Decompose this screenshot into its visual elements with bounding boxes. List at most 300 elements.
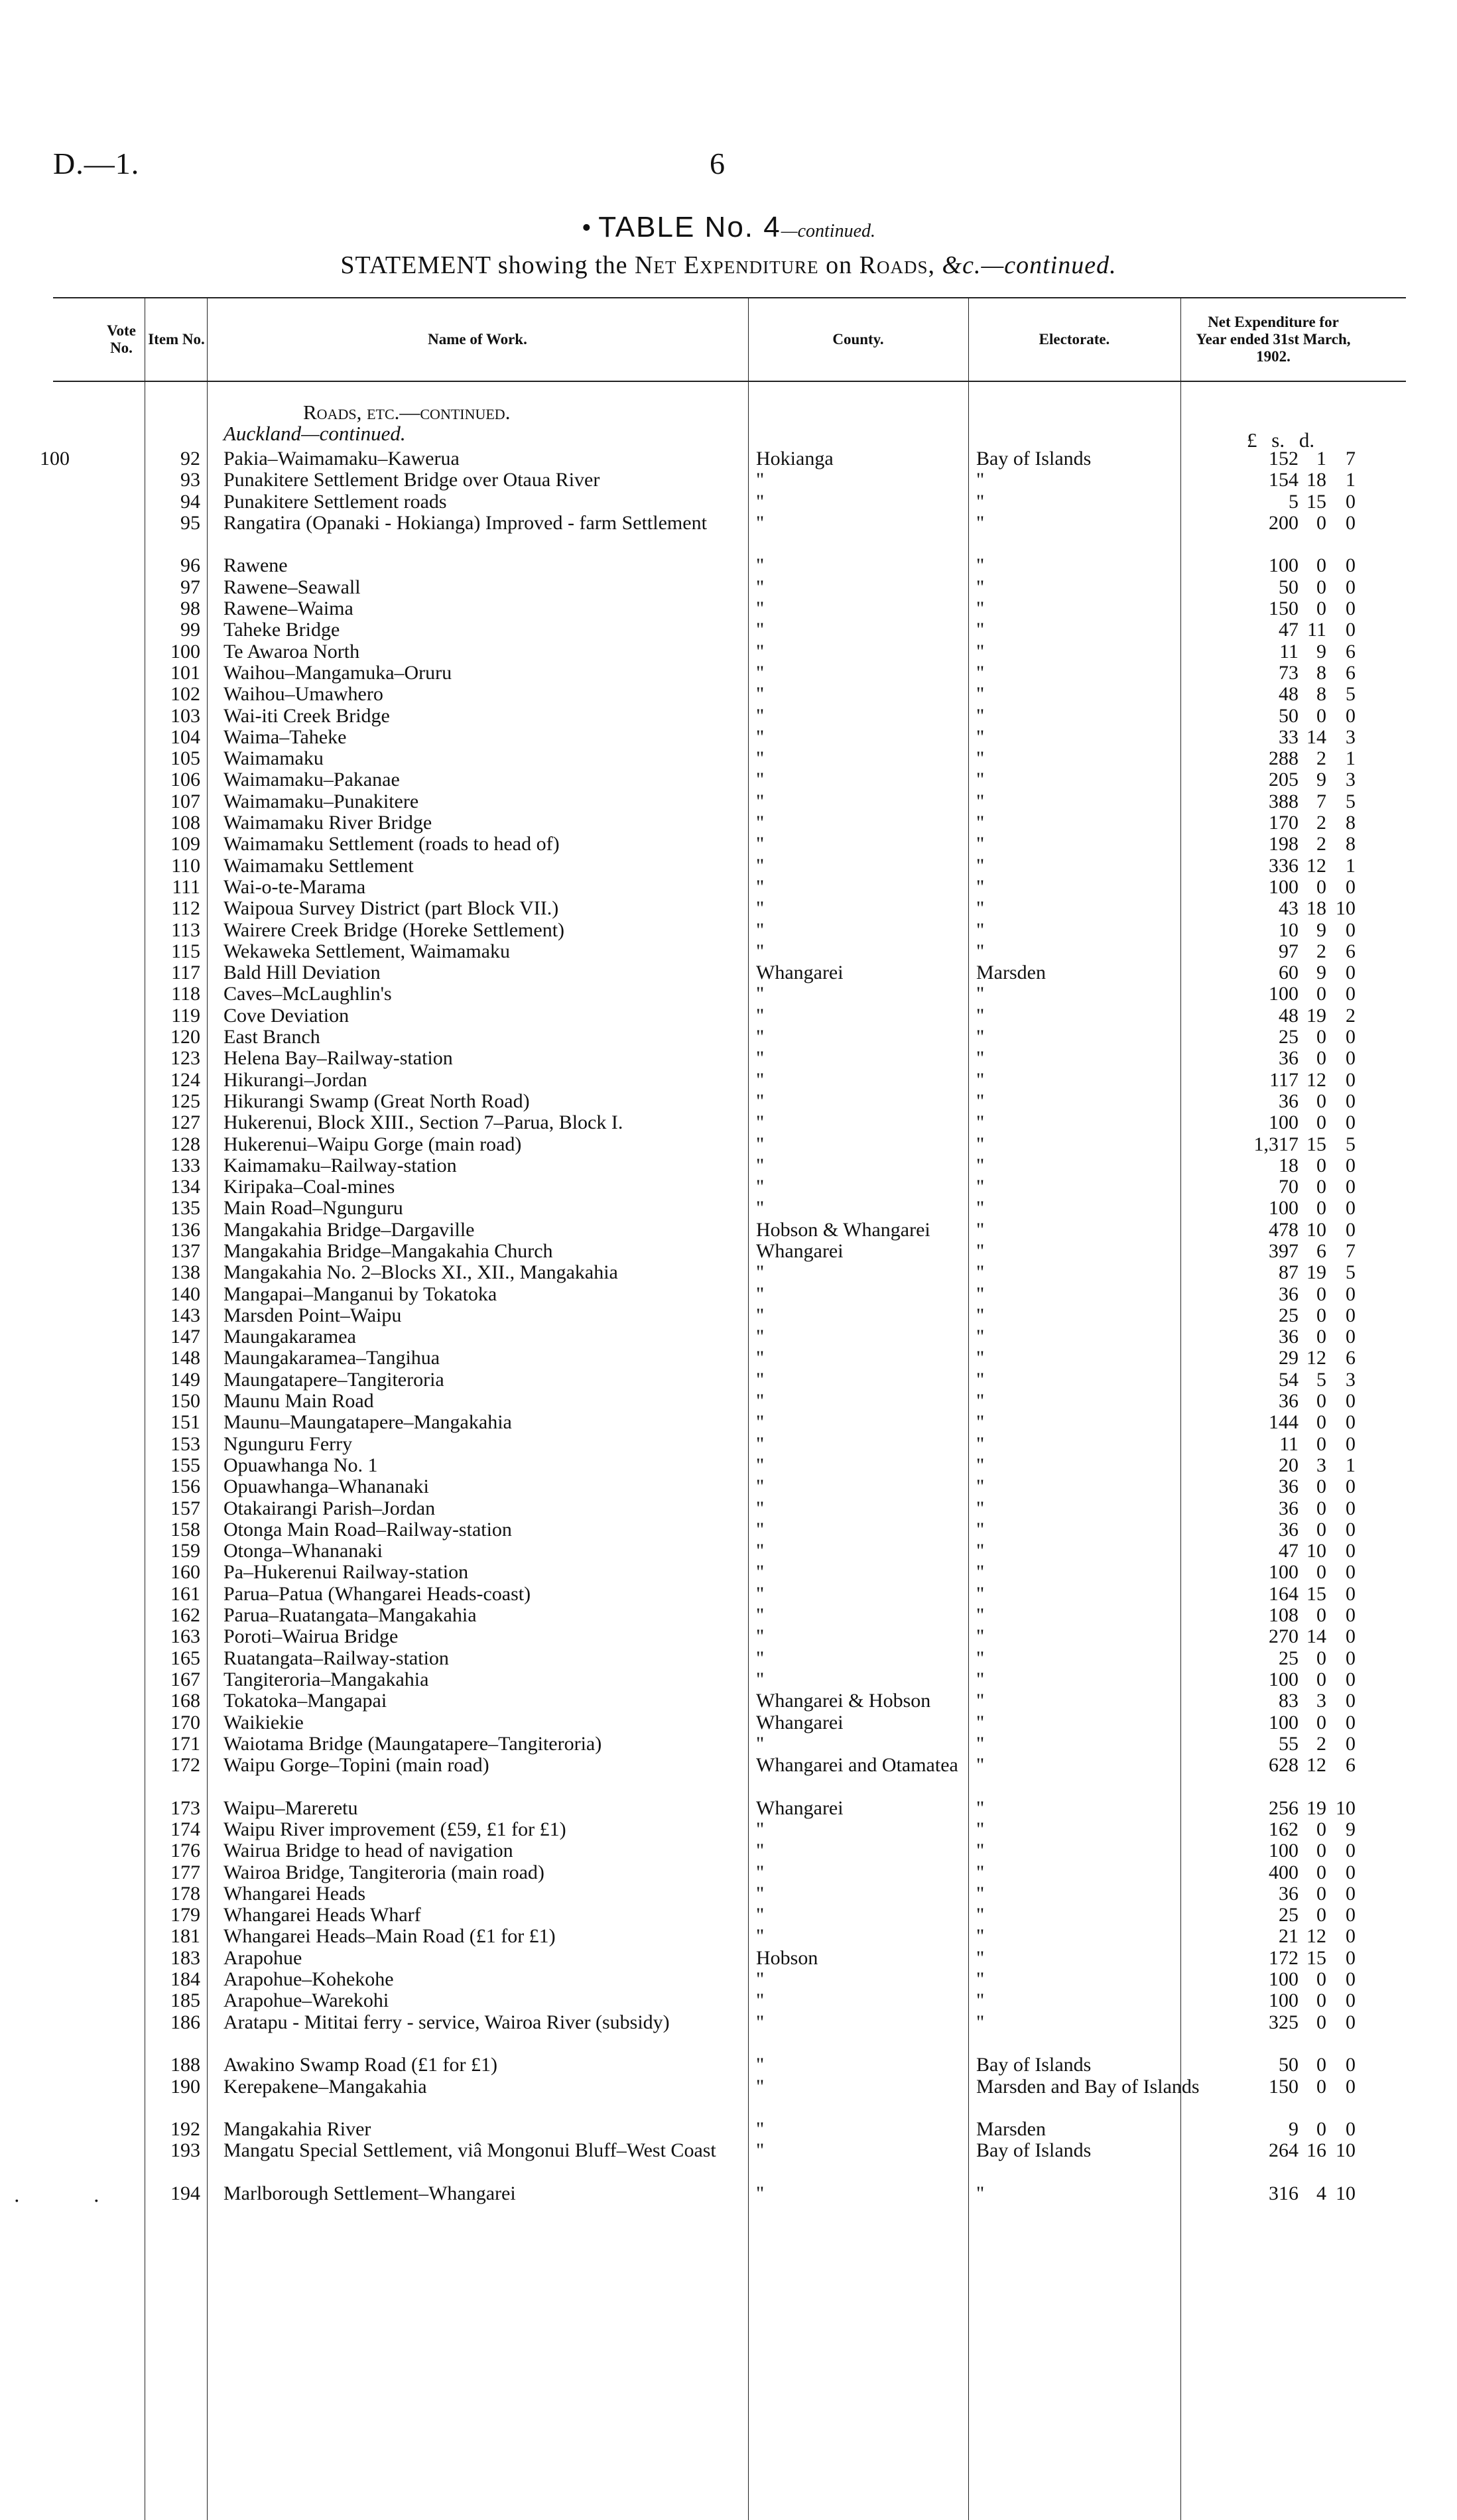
amount-pence: 3	[1346, 769, 1356, 791]
amount-pounds: 205	[1269, 769, 1299, 791]
item-number: 186	[170, 2011, 200, 2033]
electorate-name: "	[976, 1946, 985, 1969]
item-number: 102	[170, 683, 200, 706]
electorate-name: "	[976, 683, 985, 706]
electorate-name: "	[976, 1647, 985, 1669]
item-number: 158	[170, 1518, 200, 1541]
item-number: 183	[170, 1946, 200, 1969]
amount-pounds: 400	[1269, 1861, 1299, 1883]
table-row	[0, 1690, 1457, 1712]
amount-pence: 10	[1336, 1796, 1356, 1819]
county-name: "	[756, 1154, 765, 1176]
amount-pence: 0	[1346, 1882, 1356, 1905]
table-row	[0, 513, 1457, 556]
amount-pounds: 154	[1269, 469, 1299, 491]
section-title: Roads, etc.—continued.	[303, 401, 511, 424]
item-number: 179	[170, 1904, 200, 1926]
name-of-work	[223, 1733, 741, 1755]
amount-pounds: 83	[1279, 1690, 1299, 1712]
amount-shillings: 0	[1316, 1283, 1326, 1305]
amount-shillings: 3	[1316, 1690, 1326, 1712]
table-row	[0, 1412, 1457, 1433]
electorate-name: Marsden	[976, 2118, 1046, 2141]
name-of-work	[223, 684, 741, 705]
county-name: "	[756, 661, 765, 684]
electorate-name: "	[976, 1690, 985, 1712]
electorate-name: "	[976, 1261, 985, 1284]
name-of-work-text: Whangarei Heads	[223, 1882, 366, 1905]
item-number: 161	[170, 1582, 200, 1605]
name-of-work	[223, 448, 741, 470]
county-name: "	[756, 1111, 765, 1134]
amount-shillings: 9	[1316, 918, 1326, 941]
amount-shillings: 9	[1316, 962, 1326, 984]
amount-shillings: 0	[1316, 1561, 1326, 1584]
item-number: 193	[170, 2139, 200, 2162]
table-row	[0, 1262, 1457, 1283]
page-reference: D.—1.	[53, 147, 140, 180]
item-number: 125	[170, 1090, 200, 1112]
table-row	[0, 555, 1457, 576]
amount-shillings: 7	[1316, 790, 1326, 812]
name-of-work-text: Maunu Main Road	[223, 1390, 374, 1413]
name-of-work	[223, 1305, 741, 1326]
table-row	[0, 1091, 1457, 1112]
amount-pounds: 316	[1269, 2182, 1299, 2205]
county-name: "	[756, 1604, 765, 1627]
county-name: "	[756, 1818, 765, 1840]
name-of-work-text: Tokatoka–Mangapai	[223, 1690, 387, 1712]
name-of-work	[223, 2054, 741, 2076]
table-row	[0, 1669, 1457, 1690]
amount-pounds: 29	[1279, 1347, 1299, 1369]
amount-pounds: 170	[1269, 812, 1299, 834]
name-of-work	[223, 1948, 741, 1969]
electorate-name: "	[976, 1582, 985, 1605]
amount-pence: 0	[1346, 1111, 1356, 1134]
table-header-rule	[53, 381, 1406, 382]
name-of-work-text: Waikiekie	[223, 1711, 304, 1733]
name-of-work	[223, 1220, 741, 1241]
electorate-name: "	[976, 790, 985, 812]
county-name: "	[756, 1561, 765, 1584]
table-row	[0, 962, 1457, 983]
amount-pounds: 100	[1269, 1989, 1299, 2012]
amount-pence: 0	[1346, 875, 1356, 898]
electorate-name: "	[976, 1047, 985, 1070]
name-of-work-text: Awakino Swamp Road (£1 for £1)	[223, 2054, 498, 2076]
item-number: 95	[180, 511, 200, 534]
county-name: "	[756, 790, 765, 812]
item-number: 101	[170, 661, 200, 684]
county-name: "	[756, 1989, 765, 2012]
item-number: 103	[170, 704, 200, 727]
county-name: "	[756, 1047, 765, 1070]
statement-roads: Roads,	[859, 251, 936, 279]
amount-shillings: 0	[1316, 1861, 1326, 1883]
item-number: 133	[170, 1154, 200, 1176]
county-name: "	[756, 1540, 765, 1562]
amount-shillings: 12	[1306, 1347, 1326, 1369]
amount-pence: 0	[1346, 1840, 1356, 1862]
amount-pounds: 48	[1279, 1004, 1299, 1027]
amount-pence: 0	[1346, 1176, 1356, 1198]
amount-shillings: 15	[1306, 1133, 1326, 1155]
amount-pence: 0	[1346, 1518, 1356, 1541]
electorate-name: "	[976, 833, 985, 855]
table-row	[0, 1005, 1457, 1027]
amount-pounds: 172	[1269, 1946, 1299, 1969]
name-of-work	[223, 898, 741, 919]
name-of-work	[223, 1669, 741, 1690]
item-number: 109	[170, 833, 200, 855]
name-of-work-text: Poroti–Wairua Bridge	[223, 1625, 399, 1648]
electorate-name: "	[976, 1176, 985, 1198]
amount-pounds: 288	[1269, 747, 1299, 770]
amount-pounds: 70	[1279, 1176, 1299, 1198]
county-name: "	[756, 683, 765, 706]
amount-shillings: 0	[1316, 511, 1326, 534]
name-of-work-text: Waimamaku	[223, 747, 324, 770]
amount-pounds: 152	[1269, 448, 1299, 470]
county-name: Hobson	[756, 1946, 818, 1969]
electorate-name: "	[976, 983, 985, 1005]
amount-pence: 7	[1346, 448, 1356, 470]
item-number: 155	[170, 1454, 200, 1476]
table-row	[0, 1369, 1457, 1391]
name-of-work-text: Opuawhanga–Whananaki	[223, 1476, 429, 1498]
county-name: Whangarei	[756, 1239, 844, 1262]
item-number: 124	[170, 1068, 200, 1091]
name-of-work-text: Aratapu - Mititai ferry - service, Wairoa River (subsidy)	[223, 2011, 670, 2033]
item-number: 188	[170, 2054, 200, 2076]
amount-pence: 0	[1346, 1411, 1356, 1434]
county-name: "	[756, 1732, 765, 1755]
electorate-name: "	[976, 1968, 985, 1991]
name-of-work-text: Wai-o-te-Marama	[223, 875, 366, 898]
electorate-name: "	[976, 511, 985, 534]
amount-pounds: 198	[1269, 833, 1299, 855]
name-of-work-text: Waihou–Mangamuka–Oruru	[223, 661, 452, 684]
electorate-name: "	[976, 1882, 985, 1905]
electorate-name: "	[976, 897, 985, 920]
amount-shillings: 4	[1316, 2182, 1326, 2205]
name-of-work-text: Otonga–Whananaki	[223, 1540, 383, 1562]
table-row	[0, 2119, 1457, 2140]
amount-pounds: 144	[1269, 1411, 1299, 1434]
amount-pence: 3	[1346, 725, 1356, 748]
electorate-name: "	[976, 1454, 985, 1476]
name-of-work-text: Otonga Main Road–Railway-station	[223, 1518, 512, 1541]
name-of-work-text: Waima–Taheke	[223, 725, 347, 748]
name-of-work-text: Cove Deviation	[223, 1004, 349, 1027]
amount-pounds: 397	[1269, 1239, 1299, 1262]
column-header-electorate: Electorate.	[1039, 331, 1110, 347]
table-row	[0, 1712, 1457, 1733]
electorate-name: "	[976, 1711, 985, 1733]
amount-pounds: 43	[1279, 897, 1299, 920]
table-row	[0, 920, 1457, 941]
county-name: "	[756, 1090, 765, 1112]
electorate-name: "	[976, 1326, 985, 1348]
amount-shillings: 0	[1316, 1154, 1326, 1176]
electorate-name: "	[976, 1090, 985, 1112]
amount-pence: 1	[1346, 747, 1356, 770]
item-number: 93	[180, 469, 200, 491]
name-of-work	[223, 983, 741, 1005]
column-header-item-no: Item No.	[148, 331, 205, 347]
electorate-name: "	[976, 812, 985, 834]
county-name: "	[756, 1197, 765, 1220]
name-of-work	[223, 1412, 741, 1433]
name-of-work-text: Kaimamaku–Railway-station	[223, 1154, 457, 1176]
electorate-name: "	[976, 469, 985, 491]
item-number: 117	[171, 962, 200, 984]
name-of-work-text: Punakitere Settlement roads	[223, 490, 447, 513]
amount-shillings: 0	[1316, 1090, 1326, 1112]
name-of-work	[223, 1348, 741, 1369]
amount-pounds: 388	[1269, 790, 1299, 812]
name-of-work	[223, 1690, 741, 1712]
amount-pounds: 325	[1269, 2011, 1299, 2033]
item-number: 149	[170, 1368, 200, 1391]
name-of-work-text: Maungakaramea	[223, 1326, 356, 1348]
name-of-work-text: Arapohue	[223, 1946, 302, 1969]
electorate-name: Bay of Islands	[976, 448, 1092, 470]
county-name: "	[756, 1497, 765, 1519]
amount-shillings: 0	[1316, 2054, 1326, 2076]
column-header-county: County.	[832, 331, 884, 347]
table-row	[0, 748, 1457, 769]
item-number: 108	[170, 812, 200, 834]
table-row	[0, 1605, 1457, 1626]
table-row	[0, 662, 1457, 684]
name-of-work-text: Main Road–Ngunguru	[223, 1197, 403, 1220]
item-number: 151	[170, 1411, 200, 1434]
table-row	[0, 1519, 1457, 1541]
name-of-work	[223, 1840, 741, 1861]
amount-shillings: 0	[1316, 1518, 1326, 1541]
table-row	[0, 706, 1457, 727]
item-number: 157	[170, 1497, 200, 1519]
name-of-work-text: Wairoa Bridge, Tangiteroria (main road)	[223, 1861, 544, 1883]
electorate-name: "	[976, 1604, 985, 1627]
name-of-work	[223, 1241, 741, 1262]
amount-pounds: 25	[1279, 1026, 1299, 1048]
name-of-work-text: Waimamaku–Pakanae	[223, 769, 400, 791]
name-of-work	[223, 619, 741, 641]
county-name: "	[756, 1625, 765, 1648]
county-name: Whangarei	[756, 962, 844, 984]
name-of-work-text: Ngunguru Ferry	[223, 1432, 353, 1455]
name-of-work-text: Hikurangi–Jordan	[223, 1068, 367, 1091]
name-of-work	[223, 1048, 741, 1069]
amount-pence: 0	[1346, 1304, 1356, 1326]
amount-pounds: 100	[1269, 983, 1299, 1005]
amount-shillings: 2	[1316, 1732, 1326, 1755]
table-row	[0, 727, 1457, 748]
electorate-name: Bay of Islands	[976, 2139, 1092, 2162]
electorate-name: "	[976, 1197, 985, 1220]
amount-shillings: 12	[1306, 1068, 1326, 1091]
item-number: 105	[170, 747, 200, 770]
amount-pounds: 150	[1269, 598, 1299, 620]
electorate-name: "	[976, 2182, 985, 2205]
amount-pence: 0	[1346, 1582, 1356, 1605]
amount-pounds: 270	[1269, 1625, 1299, 1648]
name-of-work	[223, 1134, 741, 1155]
table-row	[0, 1990, 1457, 2011]
electorate-name: "	[976, 1432, 985, 1455]
county-name: "	[756, 1261, 765, 1284]
table-row	[0, 1391, 1457, 1412]
amount-pounds: 36	[1279, 1283, 1299, 1305]
county-name: "	[756, 1368, 765, 1391]
item-number: 115	[171, 940, 200, 962]
name-of-work-text: Waimamaku Settlement (roads to head of)	[223, 833, 560, 855]
amount-shillings: 9	[1316, 640, 1326, 662]
amount-pounds: 36	[1279, 1882, 1299, 1905]
county-name: "	[756, 1668, 765, 1690]
table-row	[0, 1948, 1457, 1969]
amount-pounds: 18	[1279, 1154, 1299, 1176]
name-of-work-text: Waimamaku Settlement	[223, 854, 414, 877]
amount-pence: 0	[1346, 2054, 1356, 2076]
table-row	[0, 2076, 1457, 2119]
amount-pounds: 5	[1289, 490, 1299, 513]
table-row	[0, 1905, 1457, 1926]
county-name: "	[756, 1454, 765, 1476]
item-number: 171	[170, 1732, 200, 1755]
table-row	[0, 1348, 1457, 1369]
amount-pence: 0	[1346, 1090, 1356, 1112]
amount-pounds: 73	[1279, 661, 1299, 684]
county-name: "	[756, 1840, 765, 1862]
amount-pence: 0	[1346, 1968, 1356, 1991]
item-number: 118	[171, 983, 200, 1005]
item-number: 113	[171, 918, 200, 941]
table-row	[0, 1840, 1457, 1861]
table-row	[0, 1648, 1457, 1669]
amount-pence: 0	[1346, 1946, 1356, 1969]
amount-pounds: 33	[1279, 725, 1299, 748]
item-number: 170	[170, 1711, 200, 1733]
amount-pounds: 256	[1269, 1796, 1299, 1819]
item-number: 181	[170, 1925, 200, 1948]
item-number: 137	[170, 1239, 200, 1262]
electorate-name: "	[976, 1068, 985, 1091]
amount-pounds: 100	[1269, 1968, 1299, 1991]
name-of-work-text: Waimamaku–Punakitere	[223, 790, 419, 812]
county-name: "	[756, 1326, 765, 1348]
amount-pence: 0	[1346, 1283, 1356, 1305]
amount-pounds: 48	[1279, 683, 1299, 706]
electorate-name: "	[976, 1840, 985, 1862]
amount-pence: 0	[1346, 1326, 1356, 1348]
name-of-work	[223, 1541, 741, 1562]
electorate-name: "	[976, 1732, 985, 1755]
name-of-work	[223, 1198, 741, 1219]
name-of-work-text: Waimamaku River Bridge	[223, 812, 432, 834]
margin-mark: ·	[93, 2188, 100, 2212]
amount-shillings: 16	[1306, 2139, 1326, 2162]
name-of-work-text: Waihou–Umawhero	[223, 683, 383, 706]
table-row	[0, 448, 1457, 470]
amount-pence: 6	[1346, 1347, 1356, 1369]
county-name: "	[756, 2075, 765, 2098]
county-name: "	[756, 1347, 765, 1369]
name-of-work-text: Taheke Bridge	[223, 619, 340, 641]
amount-pence: 0	[1346, 598, 1356, 620]
amount-shillings: 14	[1306, 725, 1326, 748]
table-top-rule	[53, 297, 1406, 298]
item-number: 140	[170, 1283, 200, 1305]
electorate-name: "	[976, 1818, 985, 1840]
amount-pence: 0	[1346, 1904, 1356, 1926]
amount-pounds: 25	[1279, 1304, 1299, 1326]
item-number: 110	[171, 854, 200, 877]
amount-pence: 0	[1346, 1432, 1356, 1455]
name-of-work-text: Rawene–Seawall	[223, 576, 361, 598]
name-of-work	[223, 1176, 741, 1198]
item-number: 165	[170, 1647, 200, 1669]
name-of-work	[223, 1070, 741, 1091]
county-name: "	[756, 619, 765, 641]
amount-shillings: 0	[1316, 983, 1326, 1005]
item-number: 167	[170, 1668, 200, 1690]
amount-pounds: 164	[1269, 1582, 1299, 1605]
amount-pounds: 100	[1269, 1561, 1299, 1584]
name-of-work	[223, 2140, 741, 2161]
item-number: 185	[170, 1989, 200, 2012]
county-name: "	[756, 1925, 765, 1948]
amount-shillings: 0	[1316, 1668, 1326, 1690]
name-of-work	[223, 834, 741, 855]
electorate-name: "	[976, 1668, 985, 1690]
electorate-name: "	[976, 875, 985, 898]
county-name: "	[756, 769, 765, 791]
table-row	[0, 1562, 1457, 1583]
county-name: "	[756, 2118, 765, 2141]
name-of-work-text: Waipu River improvement (£59, £1 for £1)	[223, 1818, 566, 1840]
name-of-work-text: Bald Hill Deviation	[223, 962, 381, 984]
electorate-name: "	[976, 1861, 985, 1883]
amount-pence: 6	[1346, 640, 1356, 662]
amount-shillings: 0	[1316, 1989, 1326, 2012]
amount-pounds: 25	[1279, 1904, 1299, 1926]
amount-pence: 5	[1346, 683, 1356, 706]
name-of-work	[223, 1519, 741, 1541]
name-of-work-text: Wai-iti Creek Bridge	[223, 704, 390, 727]
name-of-work	[223, 470, 741, 491]
amount-pence: 7	[1346, 1239, 1356, 1262]
electorate-name: "	[976, 1411, 985, 1434]
amount-shillings: 10	[1306, 1540, 1326, 1562]
name-of-work	[223, 513, 741, 534]
table-row	[0, 1155, 1457, 1176]
name-of-work-text: Waiotama Bridge (Maungatapere–Tangiteroria)	[223, 1732, 602, 1755]
expenditure-table-body	[0, 448, 1457, 2204]
amount-pounds: 100	[1269, 1840, 1299, 1862]
table-row	[0, 2183, 1457, 2204]
amount-shillings: 0	[1316, 1840, 1326, 1862]
amount-pence: 8	[1346, 833, 1356, 855]
statement-prefix: STATEMENT showing the	[340, 251, 628, 279]
item-number: 190	[170, 2075, 200, 2098]
margin-mark: ·	[13, 2188, 21, 2212]
county-name: "	[756, 704, 765, 727]
amount-pounds: 36	[1279, 1047, 1299, 1070]
